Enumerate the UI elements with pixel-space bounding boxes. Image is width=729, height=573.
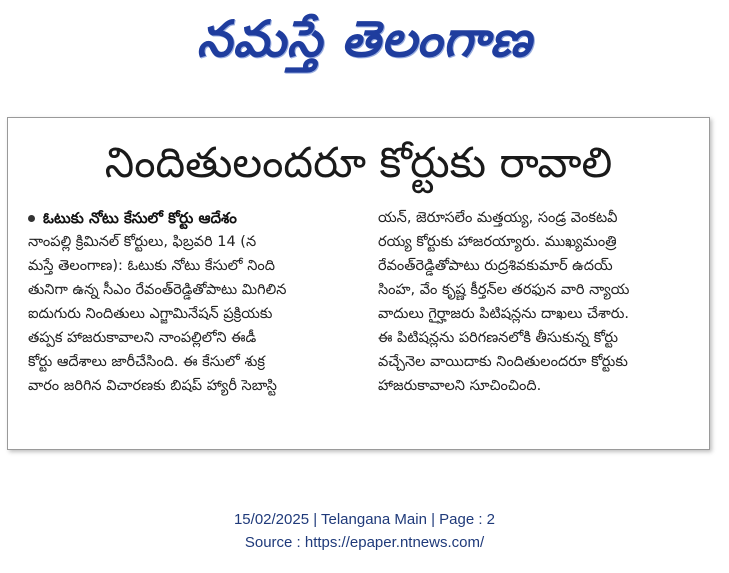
footer-date-page: 15/02/2025 | Telangana Main | Page : 2 — [233, 511, 496, 528]
body-line: ఐదుగురు నిందితులు ఎగ్జామినేషన్ ప్రక్రియకు — [28, 306, 273, 322]
article-subhead — [28, 206, 363, 230]
article-column-left — [28, 206, 363, 398]
body-line: రేవంత్‌రెడ్డితోపాటు రుద్రశివకుమార్ ఉదయ్ — [378, 258, 613, 274]
article-clipping — [7, 117, 710, 450]
body-line: వాదులు గైర్హాజరు పిటిషన్లను దాఖలు చేశారు. — [378, 306, 630, 322]
footer-source: Source : https://epaper.ntnews.com/ — [244, 534, 485, 551]
body-line: తునిగా ఉన్న సీఎం రేవంత్‌రెడ్డితోపాటు మిగిలిన — [28, 282, 287, 298]
masthead — [0, 0, 729, 90]
body-line: హాజరుకావాలని సూచించింది. — [378, 378, 542, 394]
masthead-logo: నమస్తే తెలంగాణ — [196, 9, 533, 68]
body-line: మస్తే తెలంగాణ): ఓటుకు నోటు కేసులో నింది — [28, 258, 275, 274]
body-line: కోర్టు ఆదేశాలు జారీచేసింది. ఈ కేసులో శుక్ర — [28, 354, 266, 370]
article-column-right — [378, 206, 693, 398]
body-line: తప్పక హాజరుకావాలని నాంపల్లిలోని ఈడీ — [28, 330, 257, 346]
body-line: ఈ పిటిషన్లను పరిగణనలోకి తీసుకున్న కోర్టు — [378, 330, 618, 346]
bullet-icon — [28, 215, 35, 222]
body-line: నాంపల్లి క్రిమినల్ కోర్టులు, ఫిబ్రవరి 14 (న — [28, 234, 257, 250]
body-line: రయ్య కోర్టుకు హాజరయ్యారు. ముఖ్యమంత్రి — [378, 234, 617, 250]
body-line: యన్, జెరూసలేం మత్తయ్య, సండ్ర వెంకటవీ — [378, 210, 618, 226]
body-line: వచ్చేనెల వాయిదాకు నిందితులందరూ కోర్టుకు — [378, 354, 628, 370]
body-line: సింహ, వేం కృష్ణ కీర్తన్‌ల తరఫున వారి న్యాయ — [378, 282, 630, 298]
body-line: వారం జరిగిన విచారణకు బిషప్ హ్యారీ సెబాస్టి — [28, 378, 277, 394]
article-subhead-text: ఓటుకు నోటు కేసులో కోర్టు ఆదేశం — [43, 209, 237, 227]
article-headline: నిందితులందరూ కోర్టుకు రావాలి — [104, 138, 613, 187]
